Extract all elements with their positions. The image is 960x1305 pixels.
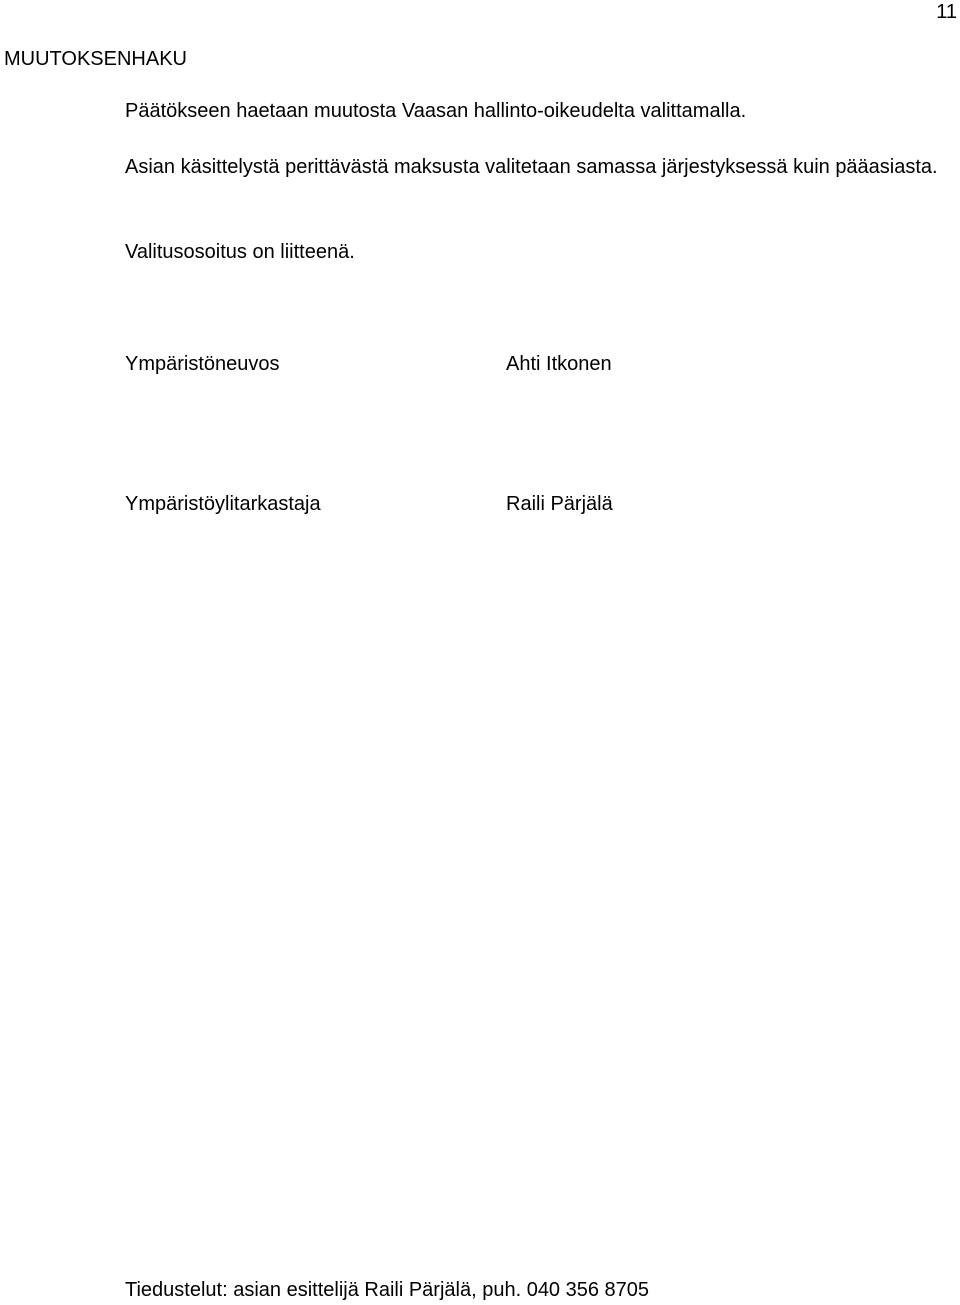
appeal-paragraph: Päätökseen haetaan muutosta Vaasan hallinto-oikeudelta valittamalla. <box>125 100 747 122</box>
signer-name: Ahti Itkonen <box>506 353 612 375</box>
signer-name: Raili Pärjälä <box>506 493 613 515</box>
contact-footer: Tiedustelut: asian esittelijä Raili Pärjälä, puh. 040 356 8705 <box>125 1279 650 1301</box>
page-number: 11 <box>936 1 957 23</box>
appeal-instructions-paragraph: Valitusosoitus on liitteenä. <box>125 241 355 263</box>
signer-title: Ympäristöylitarkastaja <box>125 493 321 515</box>
signer-title: Ympäristöneuvos <box>125 353 280 375</box>
section-heading: MUUTOKSENHAKU <box>4 48 187 70</box>
fee-appeal-paragraph: Asian käsittelystä perittävästä maksusta valitetaan samassa järjestyksessä kuin pääasiasta. <box>125 156 938 178</box>
